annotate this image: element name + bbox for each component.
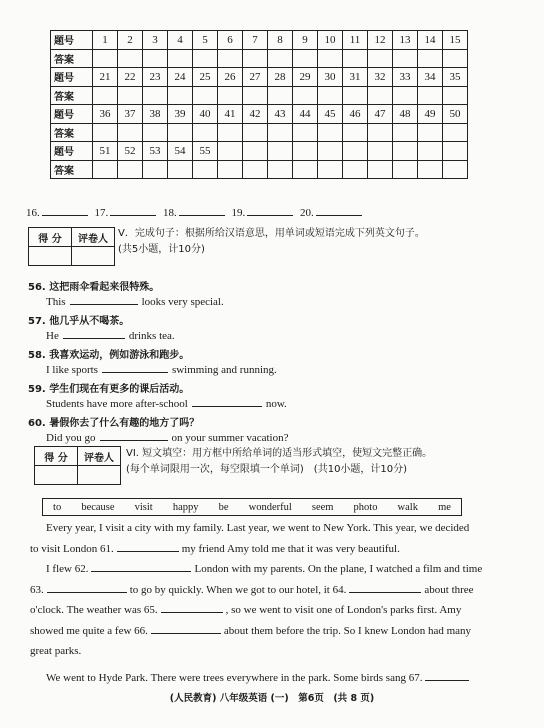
grid-answer-cell[interactable] xyxy=(443,123,468,142)
grid-answer-cell[interactable] xyxy=(293,123,318,142)
blank-line[interactable] xyxy=(316,205,362,216)
word-bank-item: visit xyxy=(134,501,153,513)
grid-number-cell xyxy=(443,142,468,161)
grid-number-cell: 55 xyxy=(193,142,218,161)
grid-answer-cell[interactable] xyxy=(218,123,243,142)
passage-text: o'clock. The weather was 65. xyxy=(30,604,158,616)
grid-number-cell: 45 xyxy=(318,105,343,124)
grid-number-cell: 44 xyxy=(293,105,318,124)
grid-answer-cell[interactable] xyxy=(168,160,193,179)
passage-text: to visit London 61. xyxy=(30,542,114,555)
grid-number-cell: 43 xyxy=(268,105,293,124)
grid-answer-cell[interactable] xyxy=(418,160,443,179)
grid-answer-cell[interactable] xyxy=(168,123,193,142)
grader-cell[interactable] xyxy=(78,466,121,485)
sentence-start: Students have more after-school xyxy=(46,398,188,410)
blank-line[interactable] xyxy=(179,205,225,216)
page-footer: (人民教育) 八年级英语 (一) 第6页 (共 8 页) xyxy=(169,693,375,704)
sentence-start: He xyxy=(46,330,59,342)
grid-answer-cell[interactable] xyxy=(268,123,293,142)
grid-answer-cell[interactable] xyxy=(193,49,218,68)
grid-answer-cell[interactable] xyxy=(393,160,418,179)
grid-answer-cell[interactable] xyxy=(368,123,393,142)
grid-answer-cell[interactable] xyxy=(193,160,218,179)
grid-number-cell: 12 xyxy=(368,31,393,50)
passage-text: , so we went to visit one of London's parks first. Amy xyxy=(225,604,462,616)
grid-answer-cell[interactable] xyxy=(268,86,293,105)
grid-answer-cell[interactable] xyxy=(293,160,318,179)
grid-answer-cell[interactable] xyxy=(143,160,168,179)
passage-line: Every year, I visit a city with my family. Last year, we went to New York. This year, we decided xyxy=(46,522,470,534)
grid-row-label: 题号 xyxy=(51,105,93,124)
blank-label: 20. xyxy=(300,207,314,219)
answer-blank[interactable] xyxy=(100,430,168,441)
grid-number-cell: 39 xyxy=(168,105,193,124)
grid-number-cell xyxy=(343,142,368,161)
grid-number-cell: 24 xyxy=(168,68,193,87)
blank-label: 16. xyxy=(26,207,40,219)
grid-answer-cell[interactable] xyxy=(118,123,143,142)
grid-answer-cell[interactable] xyxy=(93,160,118,179)
grid-number-cell: 7 xyxy=(243,31,268,50)
grid-row-label: 答案 xyxy=(51,160,93,179)
question-59-en xyxy=(46,396,287,410)
blank-61[interactable] xyxy=(117,541,179,552)
blank-63[interactable] xyxy=(47,582,127,593)
grid-answer-cell[interactable] xyxy=(93,49,118,68)
grid-answer-cell[interactable] xyxy=(343,49,368,68)
grid-number-cell: 15 xyxy=(443,31,468,50)
question-56-en xyxy=(46,294,224,308)
section-5-title: V．完成句子：根据所给汉语意思，用单词或短语完成下列英文句子。 xyxy=(118,228,425,239)
grid-number-cell: 5 xyxy=(193,31,218,50)
question-58-cn: 58. 我喜欢运动，例如游泳和跑步。 xyxy=(28,350,190,361)
grid-answer-cell[interactable] xyxy=(243,160,268,179)
blank-line[interactable] xyxy=(42,205,88,216)
grid-number-cell: 26 xyxy=(218,68,243,87)
answer-blank[interactable] xyxy=(192,396,262,407)
blank-line[interactable] xyxy=(247,205,293,216)
blank-67[interactable] xyxy=(425,670,469,681)
grid-answer-cell[interactable] xyxy=(443,160,468,179)
grid-number-cell: 34 xyxy=(418,68,443,87)
grid-row-label: 题号 xyxy=(51,68,93,87)
word-bank-item: because xyxy=(81,501,115,513)
grid-number-cell: 52 xyxy=(118,142,143,161)
grid-number-cell: 21 xyxy=(93,68,118,87)
blank-62[interactable] xyxy=(91,561,191,572)
blank-64[interactable] xyxy=(349,582,421,593)
grid-number-cell: 51 xyxy=(93,142,118,161)
word-bank-item: to xyxy=(53,501,62,513)
question-60-en xyxy=(46,430,289,444)
grader-cell[interactable] xyxy=(72,247,115,266)
question-59-cn: 59. 学生们现在有更多的课后活动。 xyxy=(28,384,190,395)
grid-number-cell: 36 xyxy=(93,105,118,124)
grid-number-cell: 2 xyxy=(118,31,143,50)
grid-number-cell: 10 xyxy=(318,31,343,50)
passage-text: to go by quickly. When we got to our hotel, it 64. xyxy=(129,583,347,596)
answer-blank[interactable] xyxy=(63,328,125,339)
grid-answer-cell[interactable] xyxy=(143,86,168,105)
sentence-end: on your summer vacation? xyxy=(171,432,289,444)
grid-number-cell: 46 xyxy=(343,105,368,124)
sentence-start: Did you go xyxy=(46,432,96,444)
grid-answer-cell[interactable] xyxy=(218,160,243,179)
grid-answer-cell[interactable] xyxy=(218,49,243,68)
grid-number-cell: 37 xyxy=(118,105,143,124)
grid-number-cell: 30 xyxy=(318,68,343,87)
word-bank xyxy=(42,498,462,516)
grid-answer-cell[interactable] xyxy=(443,86,468,105)
blank-65[interactable] xyxy=(161,602,223,613)
grid-answer-cell[interactable] xyxy=(143,123,168,142)
section-5-heading xyxy=(118,226,425,258)
grid-answer-cell[interactable] xyxy=(293,86,318,105)
grid-answer-cell[interactable] xyxy=(268,160,293,179)
grid-number-cell: 8 xyxy=(268,31,293,50)
passage-text: 63. xyxy=(30,583,44,596)
grid-number-cell: 29 xyxy=(293,68,318,87)
grid-answer-cell[interactable] xyxy=(93,123,118,142)
grid-number-row xyxy=(51,142,468,161)
sentence-start: I like sports xyxy=(46,364,98,376)
grid-answer-cell[interactable] xyxy=(418,123,443,142)
grid-number-cell: 22 xyxy=(118,68,143,87)
grid-answer-cell[interactable] xyxy=(118,160,143,179)
grid-answer-cell[interactable] xyxy=(218,86,243,105)
grid-number-cell: 1 xyxy=(93,31,118,50)
word-bank-item: wonderful xyxy=(248,501,292,513)
question-60-cn: 60. 暑假你去了什么有趣的地方了吗？ xyxy=(28,418,200,429)
word-bank-item: be xyxy=(218,501,229,513)
passage-line xyxy=(30,559,490,580)
score-box-5 xyxy=(28,227,115,266)
word-bank-item: me xyxy=(438,501,451,513)
grid-number-cell: 48 xyxy=(393,105,418,124)
passage-line: great parks. xyxy=(30,645,82,657)
grid-number-cell: 14 xyxy=(418,31,443,50)
grid-number-cell xyxy=(268,142,293,161)
grid-answer-cell[interactable] xyxy=(168,49,193,68)
section-6-note: (每个单词限用一次，每空限填一个单词) (共10小题，计10分) xyxy=(126,464,408,475)
sentence-end: now. xyxy=(265,398,287,410)
grid-number-cell: 42 xyxy=(243,105,268,124)
grid-number-cell: 25 xyxy=(193,68,218,87)
grid-answer-cell[interactable] xyxy=(193,123,218,142)
question-58-en xyxy=(46,362,277,376)
grid-answer-cell[interactable] xyxy=(418,86,443,105)
grid-number-row xyxy=(51,105,468,124)
grid-answer-cell[interactable] xyxy=(393,49,418,68)
sentence-end: swimming and running. xyxy=(171,364,277,376)
blank-label: 19. xyxy=(231,207,246,219)
grid-answer-cell[interactable] xyxy=(318,123,343,142)
grid-number-cell: 31 xyxy=(343,68,368,87)
grid-number-cell xyxy=(293,142,318,161)
grid-answer-cell[interactable] xyxy=(418,49,443,68)
grid-answer-cell[interactable] xyxy=(143,49,168,68)
grid-number-cell: 35 xyxy=(443,68,468,87)
blank-66[interactable] xyxy=(151,623,221,634)
answer-grid xyxy=(50,30,468,179)
grid-answer-cell[interactable] xyxy=(168,86,193,105)
grid-number-cell: 3 xyxy=(143,31,168,50)
score-label: 得 分 xyxy=(35,447,78,466)
grid-number-cell: 53 xyxy=(143,142,168,161)
passage xyxy=(30,518,490,688)
grid-answer-row xyxy=(51,86,468,105)
grid-answer-cell[interactable] xyxy=(293,49,318,68)
score-cell[interactable] xyxy=(29,247,72,266)
passage-text: about three xyxy=(424,583,474,596)
sentence-start: This xyxy=(46,296,66,308)
grid-number-cell xyxy=(218,142,243,161)
blank-label: 17. xyxy=(94,207,109,219)
blank-label: 18. xyxy=(163,207,177,219)
grid-number-cell: 47 xyxy=(368,105,393,124)
grid-answer-row xyxy=(51,123,468,142)
grid-answer-cell[interactable] xyxy=(368,86,393,105)
passage-line xyxy=(30,668,490,689)
grid-number-cell xyxy=(368,142,393,161)
passage-line xyxy=(30,621,490,642)
grid-number-cell: 4 xyxy=(168,31,193,50)
grid-answer-cell[interactable] xyxy=(343,86,368,105)
grid-number-cell: 40 xyxy=(193,105,218,124)
word-bank-item: photo xyxy=(353,501,378,513)
blank-line[interactable] xyxy=(110,205,156,216)
grid-row-label: 答案 xyxy=(51,49,93,68)
grid-answer-cell[interactable] xyxy=(193,86,218,105)
grid-answer-cell[interactable] xyxy=(318,160,343,179)
grid-row-label: 题号 xyxy=(51,142,93,161)
grid-answer-row xyxy=(51,160,468,179)
grid-answer-cell[interactable] xyxy=(443,49,468,68)
grid-number-cell: 9 xyxy=(293,31,318,50)
grid-number-cell: 27 xyxy=(243,68,268,87)
grid-number-cell: 23 xyxy=(143,68,168,87)
answer-blank[interactable] xyxy=(70,294,138,305)
grid-number-cell: 28 xyxy=(268,68,293,87)
grid-answer-cell[interactable] xyxy=(393,86,418,105)
word-bank-item: walk xyxy=(397,501,418,513)
grid-number-cell: 32 xyxy=(368,68,393,87)
grid-number-row xyxy=(51,68,468,87)
grid-row-label: 答案 xyxy=(51,123,93,142)
grid-number-cell: 38 xyxy=(143,105,168,124)
grid-number-cell: 50 xyxy=(443,105,468,124)
grid-answer-cell[interactable] xyxy=(318,49,343,68)
grid-number-cell: 41 xyxy=(218,105,243,124)
blanks-16-20 xyxy=(26,205,366,219)
score-label: 得 分 xyxy=(29,228,72,247)
grid-answer-cell[interactable] xyxy=(243,123,268,142)
grid-answer-cell[interactable] xyxy=(268,49,293,68)
grid-number-cell xyxy=(243,142,268,161)
grid-answer-cell[interactable] xyxy=(243,49,268,68)
grader-label: 评卷人 xyxy=(72,228,115,247)
passage-text: my friend Amy told me that it was very beautiful. xyxy=(181,542,400,555)
passage-text: showed me quite a few 66. xyxy=(30,624,148,637)
passage-text: about them before the trip. So I knew London had many xyxy=(223,624,472,637)
passage-line xyxy=(30,539,490,560)
question-57-cn: 57. 他几乎从不喝茶。 xyxy=(28,316,130,327)
section-5-note: (共5小题，计10分) xyxy=(118,244,205,255)
grid-answer-row xyxy=(51,49,468,68)
grid-number-cell xyxy=(418,142,443,161)
sentence-end: looks very special. xyxy=(141,296,224,308)
grid-answer-cell[interactable] xyxy=(368,49,393,68)
grid-answer-cell[interactable] xyxy=(118,86,143,105)
grid-answer-cell[interactable] xyxy=(343,123,368,142)
score-cell[interactable] xyxy=(35,466,78,485)
grid-answer-cell[interactable] xyxy=(93,86,118,105)
grid-answer-cell[interactable] xyxy=(343,160,368,179)
grid-answer-cell[interactable] xyxy=(368,160,393,179)
grid-answer-cell[interactable] xyxy=(118,49,143,68)
answer-blank[interactable] xyxy=(102,362,168,373)
question-56-cn: 56. 这把雨伞看起来很特殊。 xyxy=(28,282,160,293)
sentence-end: drinks tea. xyxy=(128,330,175,342)
passage-line xyxy=(30,600,490,621)
grid-number-cell xyxy=(318,142,343,161)
word-bank-item: seem xyxy=(311,501,334,513)
question-57-en xyxy=(46,328,175,342)
passage-line xyxy=(30,580,490,601)
section-6-heading xyxy=(126,446,432,478)
passage-text: I flew 62. xyxy=(46,563,89,575)
grid-number-cell: 13 xyxy=(393,31,418,50)
grid-answer-cell[interactable] xyxy=(318,86,343,105)
grid-number-cell: 33 xyxy=(393,68,418,87)
passage-text: London with my parents. On the plane, I watched a film and time xyxy=(194,563,483,575)
grid-answer-cell[interactable] xyxy=(243,86,268,105)
grid-number-cell: 6 xyxy=(218,31,243,50)
grader-label: 评卷人 xyxy=(78,447,121,466)
section-6-title: VI. 短文填空：用方框中所给单词的适当形式填空，使短文完整正确。 xyxy=(126,448,433,459)
grid-number-cell: 54 xyxy=(168,142,193,161)
grid-number-cell: 11 xyxy=(343,31,368,50)
grid-number-cell: 49 xyxy=(418,105,443,124)
passage-text: We went to Hyde Park. There were trees everywhere in the park. Some birds sang 67. xyxy=(46,671,423,684)
grid-row-label: 题号 xyxy=(51,31,93,50)
grid-answer-cell[interactable] xyxy=(393,123,418,142)
grid-number-cell xyxy=(393,142,418,161)
score-box-6 xyxy=(34,446,121,485)
grid-row-label: 答案 xyxy=(51,86,93,105)
word-bank-item: happy xyxy=(172,501,199,513)
grid-number-row xyxy=(51,31,468,50)
